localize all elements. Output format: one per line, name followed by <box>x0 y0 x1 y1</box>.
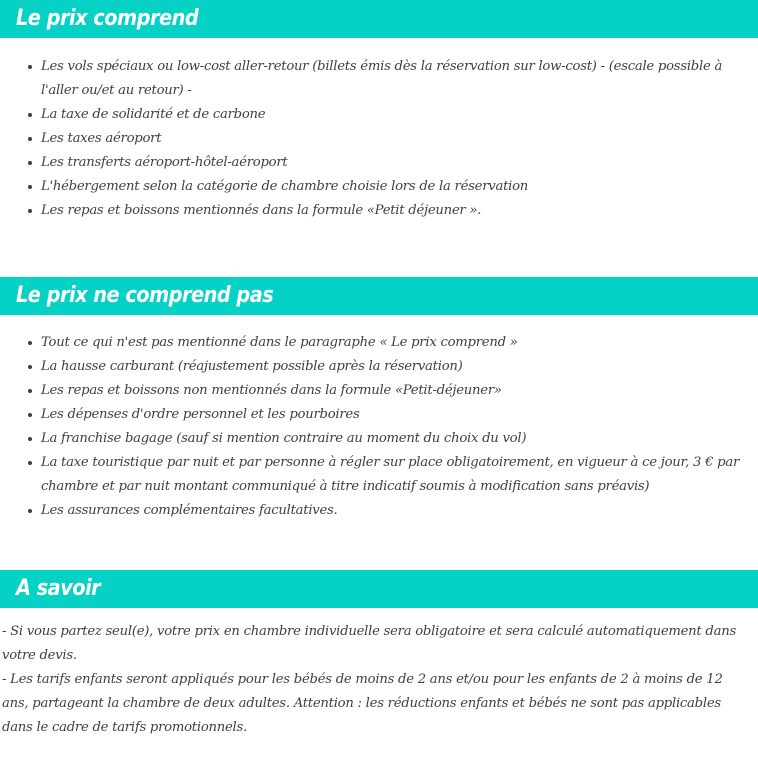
section-title-le-prix-ne-comprend-pas: Le prix ne comprend pas <box>16 283 274 308</box>
list-item: Les taxes aéroport <box>0 127 758 151</box>
list-item: Les vols spéciaux ou low-cost aller-retour (billets émis dès la réservation sur low-cost) - (escale possible à l'aller ou/et au retour) - <box>0 55 758 103</box>
spacer-between-section-2-and-3 <box>0 523 758 570</box>
list-item: La franchise bagage (sauf si mention contraire au moment du choix du vol) <box>0 427 758 451</box>
spacer-after-header-3 <box>0 608 758 620</box>
list-item: Les repas et boissons mentionnés dans la formule «Petit déjeuner ». <box>0 199 758 223</box>
spacer-after-header-1 <box>0 38 758 55</box>
section-title-a-savoir: A savoir <box>16 576 101 601</box>
section-title-le-prix-comprend: Le prix comprend <box>16 6 199 31</box>
list-item: Les assurances complémentaires facultatives. <box>0 499 758 523</box>
list-item: La hausse carburant (réajustement possible après la réservation) <box>0 355 758 379</box>
spacer-after-header-2 <box>0 315 758 331</box>
spacer-between-section-1-and-2 <box>0 223 758 277</box>
list-item: Les transferts aéroport-hôtel-aéroport <box>0 151 758 175</box>
paragraphs-a-savoir <box>0 620 758 740</box>
list-le-prix-comprend <box>0 55 758 223</box>
paragraph: - Si vous partez seul(e), votre prix en chambre individuelle sera obligatoire et sera calculé automatiquement dans votre devis. <box>2 624 736 663</box>
list-item: La taxe de solidarité et de carbone <box>0 103 758 127</box>
list-item: La taxe touristique par nuit et par personne à régler sur place obligatoirement, en vigueur à ce jour, 3 € par chambre et par nuit montant communiqué à titre indicatif soumis à modification sans préavis) <box>0 451 758 499</box>
list-le-prix-ne-comprend-pas <box>0 331 758 523</box>
section-header-a-savoir <box>0 570 758 608</box>
paragraph: - Les tarifs enfants seront appliqués pour les bébés de moins de 2 ans et/ou pour les enfants de 2 à moins de 12 ans, partageant la chambre de deux adultes. Attention : les réductions enfants et bébés ne sont pas applicables dans le cadre de tarifs promotionnels. <box>2 672 723 735</box>
list-item: L'hébergement selon la catégorie de chambre choisie lors de la réservation <box>0 175 758 199</box>
list-item: Les dépenses d'ordre personnel et les pourboires <box>0 403 758 427</box>
section-header-le-prix-comprend <box>0 0 758 38</box>
list-item: Tout ce qui n'est pas mentionné dans le paragraphe « Le prix comprend » <box>0 331 758 355</box>
section-header-le-prix-ne-comprend-pas <box>0 277 758 315</box>
list-item: Les repas et boissons non mentionnés dans la formule «Petit-déjeuner» <box>0 379 758 403</box>
